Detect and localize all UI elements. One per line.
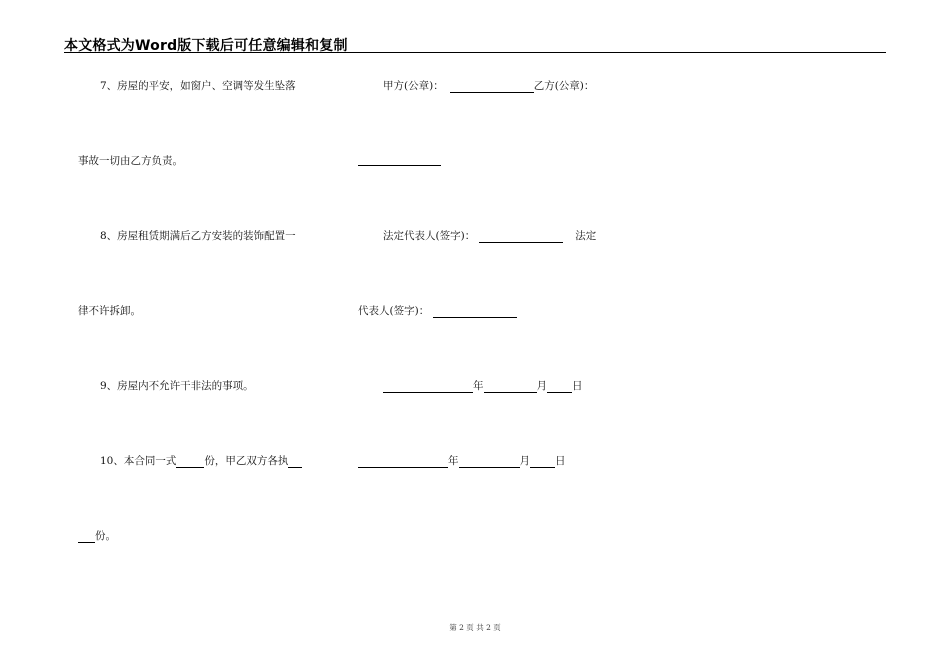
item-7-text: 7、房屋的平安，如窗户、空调等发生坠落 [100, 80, 296, 92]
item-9-text: 9、房屋内不允许干非法的事项。 [100, 380, 254, 392]
party-b-seal-line [358, 154, 441, 166]
party-b-date-line [358, 454, 566, 468]
item-8-text: 8、房屋租赁期满后乙方安装的装饰配置一 [100, 230, 296, 242]
party-a-month-field[interactable] [484, 381, 537, 393]
party-b-seal-label: 乙方(公章)： [533, 80, 595, 92]
item-8-line-2 [78, 304, 141, 318]
party-a-seal-label: 甲方(公章)： [383, 80, 444, 92]
month-label: 月 [519, 455, 530, 467]
rep-sign-line [358, 304, 517, 318]
month-label: 月 [536, 380, 547, 392]
legal-rep-label: 法定代表人(签字)： [383, 230, 476, 242]
party-seal-line [383, 79, 594, 93]
item-7-continuation: 事故一切由乙方负责。 [78, 155, 183, 167]
party-b-month-field[interactable] [459, 456, 520, 468]
legal-word: 法定 [575, 230, 597, 242]
copies-total-blank[interactable] [176, 456, 204, 468]
item-7-line-2 [78, 154, 183, 168]
party-b-day-field[interactable] [530, 456, 555, 468]
item-10-mid: 份，甲乙双方各执 [204, 455, 289, 467]
party-b-seal-field[interactable] [358, 154, 441, 166]
party-b-year-field[interactable] [358, 456, 448, 468]
party-a-year-field[interactable] [383, 381, 473, 393]
party-a-date-line [383, 379, 583, 393]
party-a-legal-rep-field[interactable] [479, 231, 563, 243]
item-10-prefix: 10、本合同一式 [100, 455, 177, 467]
year-label: 年 [448, 455, 459, 467]
day-label: 日 [555, 455, 566, 467]
copies-each-blank-end[interactable] [78, 531, 95, 543]
item-7-line-1 [100, 79, 296, 93]
item-10-end: 份。 [95, 530, 116, 542]
item-8-line-1 [100, 229, 296, 243]
rep-sign-label: 代表人(签字)： [358, 305, 430, 317]
day-label: 日 [572, 380, 583, 392]
party-a-seal-field[interactable] [450, 81, 534, 93]
page-number-footer: 第 2 页 共 2 页 [449, 623, 501, 632]
party-a-day-field[interactable] [547, 381, 572, 393]
item-8-continuation: 律不许拆卸。 [78, 305, 141, 317]
document-header-title: 本文格式为Word版下载后可任意编辑和复制 [64, 38, 348, 54]
party-b-legal-rep-field[interactable] [433, 306, 517, 318]
item-10-line-2 [78, 529, 116, 543]
legal-rep-line [383, 229, 596, 243]
year-label: 年 [473, 380, 484, 392]
item-10-line-1 [100, 454, 302, 468]
item-9-line-1 [100, 379, 254, 393]
copies-each-blank-start[interactable] [288, 456, 302, 468]
header-divider [64, 52, 886, 53]
